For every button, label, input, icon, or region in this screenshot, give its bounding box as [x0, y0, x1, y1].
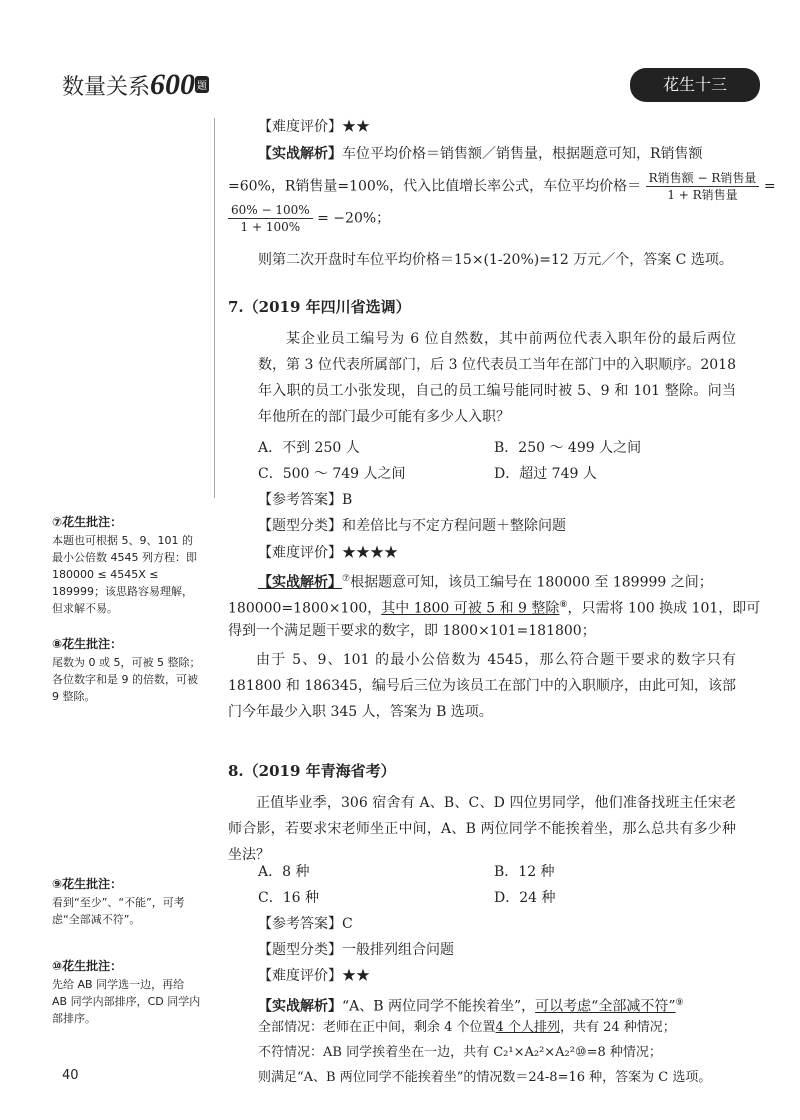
question-7-stem: 某企业员工编号为 6 位自然数，其中前两位代表入职年份的最后两位数，第 3 位代表所属部门，后 3 位代表员工当年在部门中的入职顺序。2018 年入职的员工小张发现，自己的员工编号能同时被 5、9 和 101 整除。问当年他所在的部门最少可能有多少人入职？: [258, 331, 736, 425]
q8-a1a: “A、B 两位同学不能挨着坐”，: [342, 998, 536, 1015]
q8-answer: 【参考答案】C: [258, 916, 353, 932]
top-formula-line2: [228, 202, 390, 235]
q8-analysis-line3: 不符情况：AB 同学挨着坐在一边，共有 C₂¹×A₂²×A₂²⑩=8 种情况；: [258, 1045, 662, 1060]
formula-fraction-1: [646, 170, 760, 203]
q7-answer: 【参考答案】B: [258, 492, 353, 508]
margin-note-7: [52, 514, 202, 617]
q7-a2b: ，只需将 100 换成 101，即可: [567, 600, 761, 617]
q8-difficulty: 【难度评价】★★: [258, 968, 370, 984]
note-7-text: 本题也可根据 5、9、101 的最小公倍数 4545 列方程：即 180000 ≤ 4545X ≤ 189999；该思路容易理解，但求解不易。: [52, 534, 197, 615]
header-title-number: 600: [150, 68, 196, 101]
frac2-denominator: 1 + 100%: [240, 220, 301, 234]
q8-option-d: D．24 种: [494, 890, 556, 906]
note-10-title: ⑩花生批注：: [52, 959, 123, 973]
note-7-title: ⑦花生批注：: [52, 515, 123, 529]
q8-analysis-line1: [258, 993, 684, 1017]
note-9-text: 看到“至少”、“不能”，可考虑“全部减不符”。: [52, 896, 185, 926]
q8-analysis-line4: 则满足“A、B 两位同学不能挨着坐”的情况数＝24-8=16 种，答案为 C 选项。: [258, 1070, 712, 1085]
question-8-stem: 正值毕业季，306 宿舍有 A、B、C、D 四位男同学，他们准备找班主任宋老师合影，若要求宋老师坐正中间，A、B 两位同学不能挨着坐，那么总共有多少种坐法？: [228, 795, 736, 863]
header-title: [62, 68, 209, 102]
top-line1: 车位平均价格＝销售额／销售量，根据题意可知，R销售额: [342, 146, 703, 162]
q8-a2a: 全部情况：老师在正中间，剩余 4 个位置: [258, 1020, 496, 1035]
margin-note-9: [52, 876, 202, 928]
frac1-denominator: 1 + R销售量: [667, 188, 738, 202]
q7-footnote-ref-8: ⑧: [559, 600, 568, 610]
q7-analysis-line1: [258, 569, 713, 593]
note-10-text: 先给 AB 同学选一边，再给 AB 同学内部排序，CD 同学内部排序。: [52, 978, 201, 1025]
q7-type: 【题型分类】和差倍比与不定方程问题＋整除问题: [258, 518, 566, 534]
note-8-text: 尾数为 0 或 5，可被 5 整除；各位数字和是 9 的倍数，可被 9 整除。: [52, 656, 201, 703]
q8-type: 【题型分类】一般排列组合问题: [258, 942, 454, 958]
top-line2a: =60%，R销售量=100%，代入比值增长率公式，车位平均价格＝: [228, 178, 642, 195]
q8-analysis-tag: 【实战解析】: [258, 998, 342, 1015]
top-difficulty: 【难度评价】★★: [258, 119, 370, 135]
q8-footnote-ref-9: ⑨: [675, 998, 684, 1008]
header-title-suffix: 题: [195, 76, 209, 93]
q7-option-d: D．超过 749 人: [494, 466, 597, 482]
page-number: 40: [62, 1068, 79, 1083]
frac1-numerator: R销售额 − R销售量: [646, 170, 760, 187]
q7-a2a: 180000=1800×100，: [228, 600, 382, 617]
q8-a1u: 可以考虑“全部减不符”: [535, 998, 676, 1015]
q7-analysis-tag: 【实战解析】: [258, 574, 342, 591]
q7-a2u: 其中 1800 可被 5 和 9 整除: [381, 600, 560, 617]
q7-analysis-a1: 根据题意可知，该员工编号在 180000 至 189999 之间；: [350, 574, 713, 591]
note-9-title: ⑨花生批注：: [52, 877, 123, 891]
margin-note-10: [52, 958, 202, 1027]
frac2-numerator: 60% − 100%: [228, 202, 313, 219]
q7-analysis-line3: 得到一个满足题干要求的数字，即 1800×101=181800；: [228, 623, 596, 639]
q7-footnote-ref-7: ⑦: [342, 574, 351, 584]
q7-option-c: C．500 ～ 749 人之间: [258, 466, 406, 482]
note-8-title: ⑧花生批注：: [52, 637, 123, 651]
question-8-title: 8.（2019 年青海省考）: [228, 762, 396, 780]
top-analysis-line1: [258, 144, 703, 164]
logo-text: 花生十三: [662, 75, 727, 94]
q8-option-c: C．16 种: [258, 890, 319, 906]
q8-analysis-line2: [258, 1018, 676, 1038]
top-analysis-tag: 【实战解析】: [258, 146, 342, 162]
top-formula-line: =60%，R销售量=100%，代入比值增长率公式，车位平均价格＝ $\frac{\text{R销售额 − R销售量}}{\text{1 + R销售量}}$ =: [228, 171, 776, 202]
formula-result: = −20%；: [317, 210, 391, 227]
top-conclusion: 则第二次开盘时车位平均价格＝15×(1-20%)=12 万元／个，答案 C 选项。: [258, 252, 733, 268]
q7-analysis-line2: [228, 595, 760, 619]
q7-difficulty: 【难度评价】★★★★: [258, 545, 398, 561]
q8-a2u: 4 个人排列: [495, 1020, 560, 1035]
q7-option-a: A．不到 250 人: [258, 440, 360, 456]
q7-analysis-paragraph-2: 由于 5、9、101 的最小公倍数为 4545，那么符合题干要求的数字只有 181800 和 186345，编号后三位为该员工在部门中的入职顺序，由此可知，该部门今年最少入职 345 人，答案为 B 选项。: [228, 652, 736, 720]
brand-logo: [630, 68, 760, 102]
q8-option-b: B．12 种: [494, 864, 555, 880]
q8-option-a: A．8 种: [258, 864, 310, 880]
header-title-text: 数量关系: [62, 75, 151, 100]
formula-fraction-2: [228, 202, 313, 235]
question-7-title: 7.（2019 年四川省选调）: [228, 298, 411, 316]
q8-a2b: ，共有 24 种情况；: [559, 1020, 676, 1035]
q7-option-b: B．250 ～ 499 人之间: [494, 440, 642, 456]
margin-divider: [214, 118, 215, 498]
margin-note-8: [52, 636, 202, 705]
